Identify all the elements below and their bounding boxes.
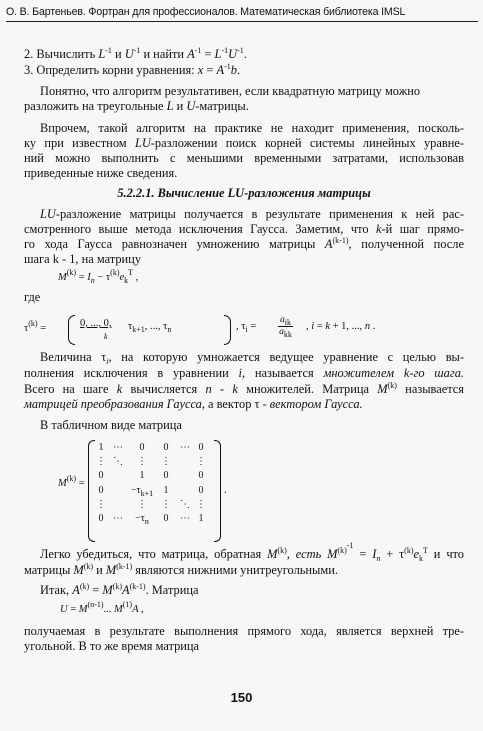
- paragraph-2-line: ку при известном LU-разложении поиск корней системы линейных уравне-: [24, 136, 464, 150]
- paragraph-7: Итак, $A^{(k)} = M^{(k)}A^{(k-1)}$. Матрица: [40, 582, 199, 597]
- paragraph-1-line: разложить на треугольные L и U-матрицы.: [24, 99, 249, 113]
- matrix-cell: ⋮: [96, 498, 106, 510]
- matrix-cell: 1: [163, 484, 169, 496]
- paragraph-4-line: полнения исключения в уравнении i, называется множителем k-го шага.: [24, 366, 464, 380]
- paragraph-2-line: Впрочем, такой алгоритм на практике не находит применения, посколь-: [40, 121, 464, 135]
- matrix-cell: [108, 498, 128, 512]
- matrix-cell: 0: [98, 470, 104, 482]
- matrix-cell: ⋮: [196, 456, 206, 468]
- paragraph-2-line: приведенные ниже сведения.: [24, 166, 178, 180]
- paragraph-6-line: Легко убедиться, что матрица, обратная $M^{(k)}$, есть $M^{(k)^{-1}} = I_n + \tau^{(k)}e_k^T$ и что: [40, 541, 464, 563]
- paragraph-3-line: смотренного выше метода исключения Гаусса. Заметим, что k-й шаг прямо-: [24, 222, 464, 236]
- matrix-cell: [108, 469, 128, 483]
- matrix-cell: ⋱: [113, 456, 123, 468]
- equation-m-k: $M^{(k)} = I_n - \tau^{(k)}e_k^T$ ,: [58, 268, 139, 285]
- matrix-cell: ⋮: [161, 456, 171, 468]
- matrix-cell: $-\tau_n$: [135, 512, 149, 526]
- right-paren: [224, 315, 231, 345]
- paragraph-4-line: Величина $\tau_i$, на которую умножается ведущее уравнение с целью вы-: [40, 350, 464, 366]
- list-item-2: 2. Вычислить $L^{-1}$ и $U^{-1}$ и найти $A^{-1} = L^{-1}U^{-1}$.: [24, 46, 247, 61]
- matrix-cell: ⋮: [137, 498, 147, 510]
- matrix-cell: 0: [163, 512, 169, 524]
- matrix-cell: 0: [198, 484, 204, 496]
- running-header: О. В. Бартеньев. Фортран для профессионалов. Математическая библиотека IMSL: [6, 6, 478, 22]
- matrix-cell: [176, 455, 194, 469]
- paragraph-3-line: го хода Гаусса равнозначен умножению матрицы $A^{(k-1)}$, полученной после: [24, 236, 464, 251]
- matrix-right-bracket: [214, 440, 221, 542]
- matrix-cell: ⋮: [137, 456, 147, 468]
- matrix-cell: 0: [98, 512, 104, 524]
- paragraph-2-line: ний можно выполнить с меньшими временными затратами, использовав: [24, 151, 464, 165]
- equation-tau-vector: $\tau^{(k)}$ = 0, ..., 0, k $\tau_{k+1}$, ..., $\tau_n$ , $\tau_i$ = $a_{ik}$ $a_{kk}$ , i = k + 1, ..., n .: [24, 315, 464, 345]
- paragraph-6-line: матрицы $M^{(k)}$ и $M^{(k-1)}$ являются нижними унитреугольными.: [24, 562, 338, 577]
- matrix-cell: ⋮: [161, 498, 171, 510]
- where-label: где: [24, 290, 41, 304]
- paragraph-4-line: Всего на шаге k вычисляется n - k множителей. Матрица $M^{(k)}$ называется: [24, 381, 464, 396]
- matrix-cell: ⋱: [180, 498, 190, 510]
- matrix-cell: ⋯: [113, 512, 123, 524]
- matrix-cell: 0: [98, 484, 104, 496]
- matrix-grid: [94, 441, 214, 526]
- matrix-cell: 1: [98, 442, 104, 453]
- matrix-cell: 1: [198, 512, 204, 524]
- page-number: 150: [230, 690, 253, 705]
- list-item-3: 3. Определить корни уравнения: $x = A^{-1}b$.: [24, 62, 241, 77]
- matrix-cell: 0: [198, 442, 204, 453]
- paragraph-4-line: матрицей преобразования Гаусса, а вектор τ - вектором Гаусса.: [24, 397, 363, 411]
- equation-u: $U = M^{(n-1)}$... $M^{(1)}A$ ,: [60, 600, 144, 615]
- matrix-cell: ⋯: [180, 442, 190, 453]
- matrix-cell: [176, 469, 194, 483]
- paragraph-5: В табличном виде матрица: [40, 418, 182, 432]
- matrix-cell: [108, 484, 128, 498]
- matrix-cell: ⋮: [196, 498, 206, 510]
- matrix-label: $M^{(k)}$ =: [58, 474, 85, 489]
- matrix-cell: 1: [139, 470, 145, 482]
- matrix-cell: 0: [139, 442, 145, 453]
- matrix-cell: [176, 484, 194, 498]
- matrix-cell: ⋯: [113, 442, 123, 453]
- paragraph-3-line: шага k - 1, на матрицу: [24, 252, 142, 266]
- matrix-cell: ⋮: [96, 456, 106, 468]
- matrix-cell: 0: [163, 442, 169, 453]
- matrix-cell: $-\tau_{k+1}$: [130, 484, 154, 498]
- matrix-cell: 0: [163, 470, 169, 482]
- left-paren: [68, 315, 75, 345]
- matrix-cell: ⋯: [180, 512, 190, 524]
- matrix-cell: 0: [198, 470, 204, 482]
- paragraph-3-line: LU-разложение матрицы получается в результате применения к ней рас-: [40, 207, 464, 221]
- section-heading: 5.2.2.1. Вычисление LU-разложения матрицы: [117, 186, 371, 200]
- matrix-m-k: $M^{(k)}$ = 1 ⋯ 0 0 ⋯ 0 ⋮ ⋱ ⋮ ⋮ ⋮ 0 1 0 0 0 $-\tau_{k+1}$ 1 0 ⋮ ⋮ ⋮ ⋱ ⋮ 0 ⋯ $-\tau_n$ 0 ⋯ 1 .: [58, 440, 228, 540]
- paragraph-8-line: получаемая в результате выполнения прямого хода, является верхней тре-: [24, 624, 464, 638]
- paragraph-1-line: Понятно, что алгоритм результативен, если квадратную матрицу можно: [40, 84, 421, 98]
- paragraph-8-line: угольной. В то же время матрица: [24, 639, 200, 653]
